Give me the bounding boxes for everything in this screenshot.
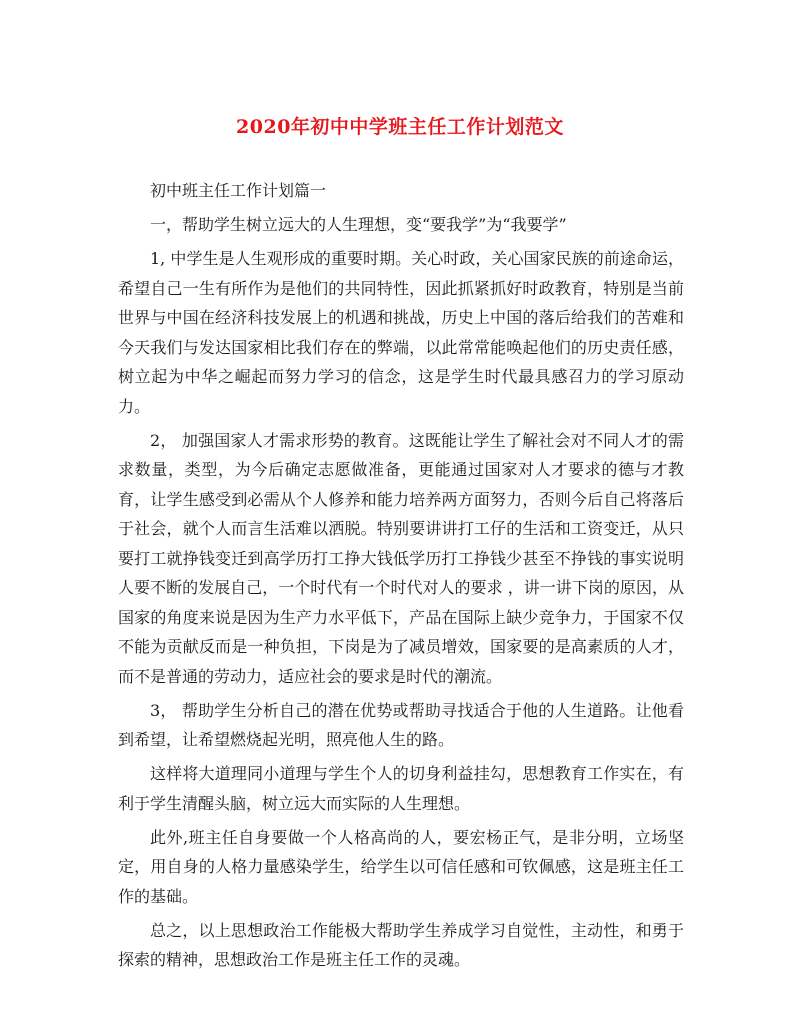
paragraph-1: 1, 中学生是人生观形成的重要时期。关心时政，关心国家民族的前途命运，希望自己一生有所作为是他们的共同特性，因此抓紧抓好时政教育，特别是当前世界与中国在经济科技发展上的机遇和挑战，历史上中国的落后给我们的苦难和今天我们与发达国家相比我们存在的弊端，以此常常能唤起他们的历史责任感，树立起为中华之崛起而努力学习的信念，这是学生时代最具感召力的学习原动力。 bbox=[118, 249, 684, 416]
document-title: 2020年初中中学班主任工作计划范文 bbox=[236, 116, 564, 138]
paragraph-3: 3， 帮助学生分析自己的潜在优势或帮助寻找适合于他的人生道路。让他看到希望，让希望燃烧起光明，照亮他人生的路。 bbox=[118, 700, 684, 749]
section-heading: 初中班主任工作计划篇一 bbox=[150, 181, 327, 200]
paragraph-4: 这样将大道理同小道理与学生个人的切身利益挂勾，思想教育工作实在，有利于学生清醒头脑，树立远大而实际的人生理想。 bbox=[118, 764, 684, 813]
subheading-1: 一，帮助学生树立远大的人生理想，变“要我学”为“我要学” bbox=[150, 215, 567, 234]
paragraph-2: 2， 加强国家人才需求形势的教育。这既能让学生了解社会对不同人才的需求数量，类型，为今后确定志愿做准备，更能通过国家对人才要求的德与才教育，让学生感受到必需从个人修养和能力培养两方面努力，否则今后自己将落后于社会，就个人而言生活难以洒脱。特别要讲讲打工仔的生活和工资变迁，从只要打工就挣钱变迁到高学历打工挣大钱低学历打工挣钱少甚至不挣钱的事实说明人要不断的发展自己，一个时代有一个时代对人的要求 ，讲一讲下岗的原因，从国家的角度来说是因为生产力水平低下，产品在国际上缺少竞争力，于国家不仅不能为贡献反而是一种负担，下岗是为了减员增效，国家要的是高素质的人才，而不是普通的劳动力，适应社会的要求是时代的潮流。 bbox=[118, 430, 684, 686]
paragraph-5: 此外,班主任自身要做一个人格高尚的人，要宏杨正气，是非分明，立场坚定，用自身的人格力量感染学生，给学生以可信任感和可钦佩感，这是班主任工作的基础。 bbox=[118, 827, 684, 906]
document-body bbox=[118, 176, 684, 979]
paragraph-6: 总之，以上思想政治工作能极大帮助学生养成学习自觉性，主动性，和勇于探索的精神，思想政治工作是班主任工作的灵魂。 bbox=[118, 920, 684, 969]
